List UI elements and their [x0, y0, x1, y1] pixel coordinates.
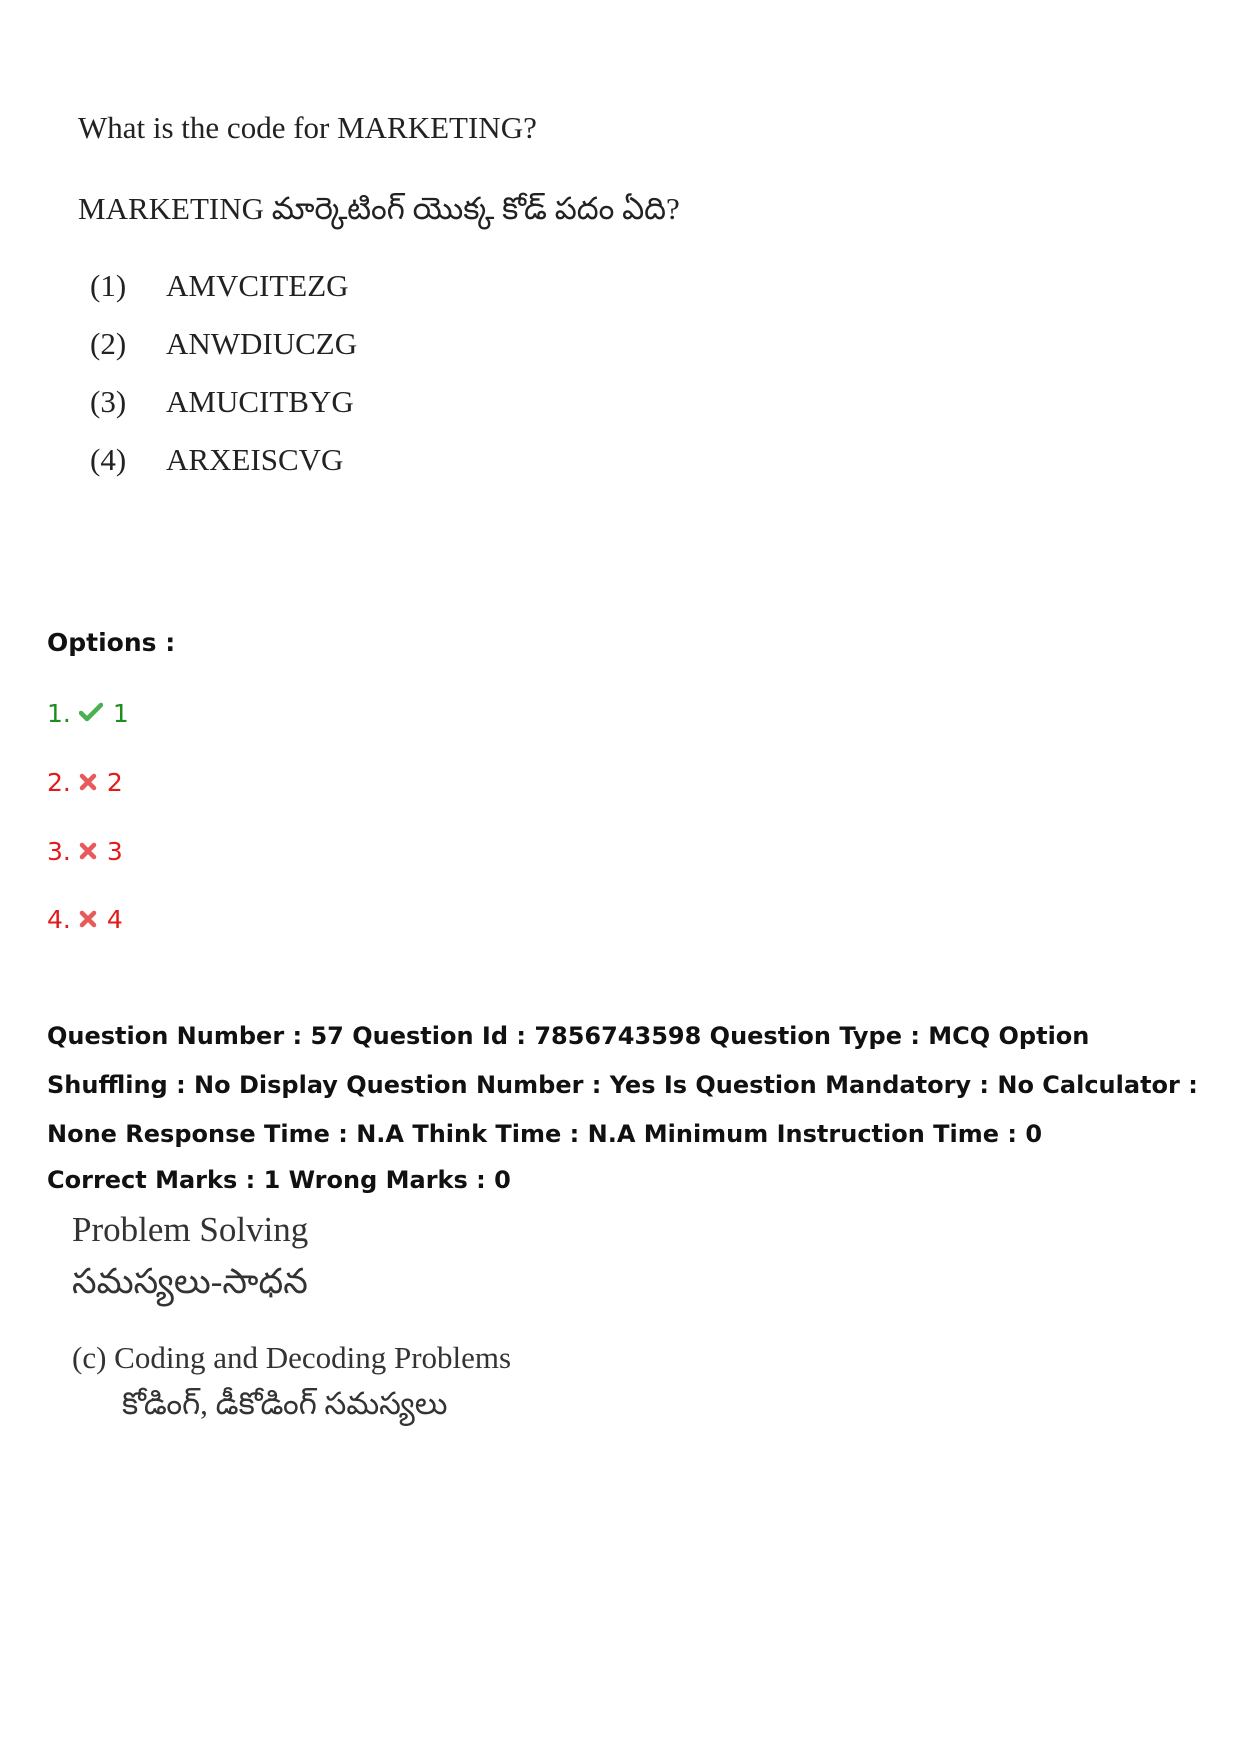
question-choice	[90, 326, 357, 362]
answer-option-wrong	[47, 905, 123, 934]
category-title-telugu: సమస్యలు-సాధన	[72, 1262, 308, 1301]
choice-text: AMUCITBYG	[166, 384, 354, 419]
choice-number: (4)	[90, 442, 127, 477]
question-choice	[90, 268, 349, 304]
question-text-english: What is the code for MARKETING?	[78, 110, 537, 145]
choice-text: AMVCITEZG	[166, 268, 349, 303]
question-choice	[90, 384, 354, 420]
option-index: 1.	[47, 699, 71, 728]
option-index: 2.	[47, 768, 71, 797]
option-value: 3	[106, 837, 123, 866]
marks-info: Correct Marks : 1 Wrong Marks : 0	[47, 1166, 511, 1194]
option-index: 4.	[47, 905, 71, 934]
choice-number: (2)	[90, 326, 127, 361]
option-index: 3.	[47, 837, 71, 866]
question-choice	[90, 442, 343, 478]
answer-option-correct	[47, 699, 129, 728]
choice-number: (1)	[90, 268, 127, 303]
answer-option-wrong	[47, 837, 123, 866]
check-icon	[79, 699, 103, 728]
option-value: 1	[112, 699, 129, 728]
cross-icon	[79, 768, 97, 797]
question-text-telugu: MARKETING మార్కెటింగ్ యొక్క కోడ్ పదం ఏది?	[78, 191, 680, 226]
subcategory-english: (c) Coding and Decoding Problems	[72, 1340, 512, 1375]
options-heading: Options :	[47, 628, 176, 657]
choice-text: ARXEISCVG	[166, 442, 344, 477]
choice-number: (3)	[90, 384, 127, 419]
category-title-english: Problem Solving	[72, 1210, 309, 1249]
option-value: 4	[106, 905, 123, 934]
cross-icon	[79, 905, 97, 934]
subcategory-telugu: కోడింగ్, డీకోడింగ్ సమస్యలు	[122, 1386, 448, 1421]
option-value: 2	[106, 768, 123, 797]
cross-icon	[79, 837, 97, 866]
choice-text: ANWDIUCZG	[166, 326, 358, 361]
answer-option-wrong	[47, 768, 123, 797]
question-meta-info: Question Number : 57 Question Id : 7856743598 Question Type : MCQ Option Shuffling : No Display Question Number : Yes Is Question Mandatory : No Calculator : None Response Time : N.A Think Time : N.A Minimum Instruction Time : 0	[47, 1022, 1198, 1148]
